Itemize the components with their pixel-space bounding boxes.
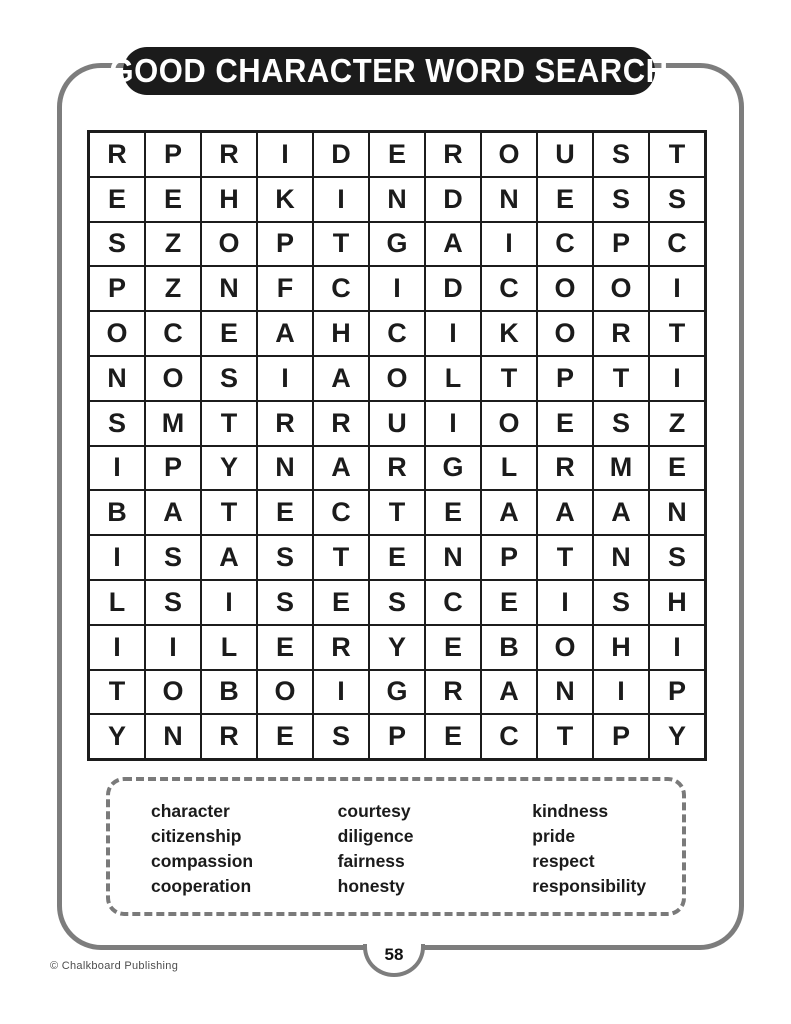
grid-cell-r10c6: E	[369, 535, 425, 580]
grid-cell-r2c8: N	[481, 177, 537, 222]
grid-cell-r7c3: T	[201, 401, 257, 446]
grid-cell-r14c1: Y	[89, 714, 145, 759]
grid-cell-r10c5: T	[313, 535, 369, 580]
grid-cell-r2c7: D	[425, 177, 481, 222]
grid-cell-r6c11: I	[649, 356, 705, 401]
grid-cell-r1c3: R	[201, 132, 257, 177]
grid-cell-r6c10: T	[593, 356, 649, 401]
grid-cell-r6c8: T	[481, 356, 537, 401]
grid-cell-r2c2: E	[145, 177, 201, 222]
page-number: 58	[384, 945, 404, 964]
grid-cell-r4c10: O	[593, 266, 649, 311]
grid-cell-r4c7: D	[425, 266, 481, 311]
grid-cell-r8c11: E	[649, 446, 705, 491]
grid-cell-r7c6: U	[369, 401, 425, 446]
grid-cell-r1c5: D	[313, 132, 369, 177]
grid-cell-r9c1: B	[89, 490, 145, 535]
grid-cell-r2c5: I	[313, 177, 369, 222]
grid-cell-r12c7: E	[425, 625, 481, 670]
grid-cell-r1c9: U	[537, 132, 593, 177]
grid-cell-r14c4: E	[257, 714, 313, 759]
grid-cell-r3c4: P	[257, 222, 313, 267]
grid-cell-r1c6: E	[369, 132, 425, 177]
grid-cell-r5c10: R	[593, 311, 649, 356]
grid-cell-r7c8: O	[481, 401, 537, 446]
grid-cell-r13c6: G	[369, 670, 425, 715]
grid-cell-r11c7: C	[425, 580, 481, 625]
grid-cell-r6c1: N	[89, 356, 145, 401]
grid-cell-r6c7: L	[425, 356, 481, 401]
grid-cell-r2c10: S	[593, 177, 649, 222]
grid-cell-r11c4: S	[257, 580, 313, 625]
grid-cell-r10c8: P	[481, 535, 537, 580]
grid-cell-r8c3: Y	[201, 446, 257, 491]
grid-cell-r14c6: P	[369, 714, 425, 759]
grid-cell-r6c2: O	[145, 356, 201, 401]
grid-cell-r5c6: C	[369, 311, 425, 356]
grid-cell-r10c2: S	[145, 535, 201, 580]
word-list-item: honesty	[337, 876, 405, 896]
grid-cell-r9c4: E	[257, 490, 313, 535]
grid-cell-r9c5: C	[313, 490, 369, 535]
grid-cell-r4c2: Z	[145, 266, 201, 311]
grid-cell-r13c5: I	[313, 670, 369, 715]
grid-cell-r11c2: S	[145, 580, 201, 625]
grid-cell-r6c3: S	[201, 356, 257, 401]
word-list-column-1	[151, 799, 338, 912]
word-list-item: responsibility	[532, 876, 647, 896]
word-list-column-2	[338, 799, 533, 912]
grid-cell-r1c11: T	[649, 132, 705, 177]
grid-cell-r3c8: I	[481, 222, 537, 267]
grid-cell-r1c1: R	[89, 132, 145, 177]
grid-cell-r7c5: R	[313, 401, 369, 446]
grid-cell-r1c7: R	[425, 132, 481, 177]
word-search-grid	[87, 130, 707, 761]
grid-cell-r3c5: T	[313, 222, 369, 267]
grid-cell-r13c10: I	[593, 670, 649, 715]
grid-cell-r1c2: P	[145, 132, 201, 177]
grid-cell-r14c8: C	[481, 714, 537, 759]
grid-cell-r13c7: R	[425, 670, 481, 715]
grid-cell-r11c5: E	[313, 580, 369, 625]
grid-cell-r13c11: P	[649, 670, 705, 715]
grid-cell-r9c3: T	[201, 490, 257, 535]
grid-cell-r8c9: R	[537, 446, 593, 491]
grid-cell-r13c1: T	[89, 670, 145, 715]
grid-cell-r8c7: G	[425, 446, 481, 491]
grid-cell-r5c9: O	[537, 311, 593, 356]
grid-cell-r12c4: E	[257, 625, 313, 670]
grid-cell-r1c8: O	[481, 132, 537, 177]
page-title: GOOD CHARACTER WORD SEARCH	[109, 51, 669, 90]
grid-cell-r12c8: B	[481, 625, 537, 670]
grid-cell-r5c5: H	[313, 311, 369, 356]
grid-cell-r5c1: O	[89, 311, 145, 356]
grid-cell-r11c11: H	[649, 580, 705, 625]
grid-cell-r3c3: O	[201, 222, 257, 267]
grid-cell-r8c10: M	[593, 446, 649, 491]
grid-cell-r13c9: N	[537, 670, 593, 715]
grid-cell-r12c1: I	[89, 625, 145, 670]
word-list-box	[106, 777, 686, 916]
grid-cell-r11c9: I	[537, 580, 593, 625]
grid-cell-r13c4: O	[257, 670, 313, 715]
grid-cell-r3c6: G	[369, 222, 425, 267]
grid-cell-r2c3: H	[201, 177, 257, 222]
grid-cell-r10c1: I	[89, 535, 145, 580]
grid-cell-r10c9: T	[537, 535, 593, 580]
grid-cell-r3c1: S	[89, 222, 145, 267]
grid-cell-r9c11: N	[649, 490, 705, 535]
grid-cell-r3c7: A	[425, 222, 481, 267]
grid-cell-r11c1: L	[89, 580, 145, 625]
grid-cell-r4c9: O	[537, 266, 593, 311]
grid-cell-r3c2: Z	[145, 222, 201, 267]
grid-cell-r4c1: P	[89, 266, 145, 311]
grid-cell-r9c2: A	[145, 490, 201, 535]
grid-cell-r3c10: P	[593, 222, 649, 267]
grid-cell-r14c2: N	[145, 714, 201, 759]
grid-cell-r13c8: A	[481, 670, 537, 715]
grid-cell-r10c7: N	[425, 535, 481, 580]
grid-cell-r13c3: B	[201, 670, 257, 715]
grid-cell-r10c10: N	[593, 535, 649, 580]
grid-cell-r14c3: R	[201, 714, 257, 759]
grid-cell-r7c2: M	[145, 401, 201, 446]
grid-cell-r12c6: Y	[369, 625, 425, 670]
grid-cell-r2c9: E	[537, 177, 593, 222]
word-list-item: fairness	[337, 851, 405, 871]
grid-cell-r5c8: K	[481, 311, 537, 356]
grid-cell-r5c11: T	[649, 311, 705, 356]
grid-cell-r12c10: H	[593, 625, 649, 670]
title-banner	[109, 47, 669, 95]
grid-cell-r7c10: S	[593, 401, 649, 446]
grid-cell-r12c9: O	[537, 625, 593, 670]
grid-cell-r2c6: N	[369, 177, 425, 222]
grid-cell-r9c7: E	[425, 490, 481, 535]
grid-cell-r8c6: R	[369, 446, 425, 491]
grid-cell-r7c11: Z	[649, 401, 705, 446]
grid-cell-r7c7: I	[425, 401, 481, 446]
word-list-item: compassion	[151, 851, 254, 871]
grid-cell-r4c3: N	[201, 266, 257, 311]
grid-cell-r7c9: E	[537, 401, 593, 446]
grid-cell-r8c8: L	[481, 446, 537, 491]
grid-cell-r12c2: I	[145, 625, 201, 670]
word-list-item: pride	[532, 826, 576, 846]
grid-cell-r8c5: A	[313, 446, 369, 491]
grid-cell-r5c3: E	[201, 311, 257, 356]
grid-cell-r10c3: A	[201, 535, 257, 580]
grid-cell-r6c5: A	[313, 356, 369, 401]
word-list-column-3	[532, 799, 682, 912]
page-number-badge	[363, 944, 425, 977]
grid-cell-r12c5: R	[313, 625, 369, 670]
grid-cell-r12c3: L	[201, 625, 257, 670]
grid-cell-r11c8: E	[481, 580, 537, 625]
grid-cell-r3c9: C	[537, 222, 593, 267]
grid-cell-r7c4: R	[257, 401, 313, 446]
grid-cell-r6c4: I	[257, 356, 313, 401]
grid-cell-r8c4: N	[257, 446, 313, 491]
word-list-item: citizenship	[151, 826, 242, 846]
grid-cell-r11c10: S	[593, 580, 649, 625]
grid-cell-r9c10: A	[593, 490, 649, 535]
grid-cell-r4c11: I	[649, 266, 705, 311]
grid-cell-r8c2: P	[145, 446, 201, 491]
grid-cell-r4c8: C	[481, 266, 537, 311]
grid-cell-r6c6: O	[369, 356, 425, 401]
word-list-item: cooperation	[151, 876, 252, 896]
grid-cell-r14c11: Y	[649, 714, 705, 759]
grid-cell-r1c4: I	[257, 132, 313, 177]
grid-cell-r7c1: S	[89, 401, 145, 446]
grid-cell-r11c3: I	[201, 580, 257, 625]
grid-cell-r9c9: A	[537, 490, 593, 535]
grid-cell-r3c11: C	[649, 222, 705, 267]
word-list-item: diligence	[337, 826, 414, 846]
grid-cell-r5c4: A	[257, 311, 313, 356]
grid-cell-r14c5: S	[313, 714, 369, 759]
grid-cell-r5c7: I	[425, 311, 481, 356]
word-list-item: kindness	[532, 801, 609, 821]
grid-cell-r14c9: T	[537, 714, 593, 759]
word-list-item: courtesy	[337, 801, 411, 821]
grid-cell-r9c6: T	[369, 490, 425, 535]
grid-cell-r1c10: S	[593, 132, 649, 177]
grid-cell-r12c11: I	[649, 625, 705, 670]
grid-cell-r8c1: I	[89, 446, 145, 491]
word-list-item: character	[151, 801, 230, 821]
grid-cell-r10c4: S	[257, 535, 313, 580]
grid-cell-r2c11: S	[649, 177, 705, 222]
grid-cell-r10c11: S	[649, 535, 705, 580]
grid-cell-r14c7: E	[425, 714, 481, 759]
grid-cell-r11c6: S	[369, 580, 425, 625]
grid-cell-r13c2: O	[145, 670, 201, 715]
grid-cell-r6c9: P	[537, 356, 593, 401]
grid-cell-r9c8: A	[481, 490, 537, 535]
grid-cell-r14c10: P	[593, 714, 649, 759]
word-list-item: respect	[532, 851, 595, 871]
grid-cell-r5c2: C	[145, 311, 201, 356]
copyright-text: © Chalkboard Publishing	[50, 960, 179, 972]
grid-cell-r4c5: C	[313, 266, 369, 311]
grid-cell-r2c1: E	[89, 177, 145, 222]
grid-cell-r4c6: I	[369, 266, 425, 311]
grid-cell-r4c4: F	[257, 266, 313, 311]
grid-cell-r2c4: K	[257, 177, 313, 222]
